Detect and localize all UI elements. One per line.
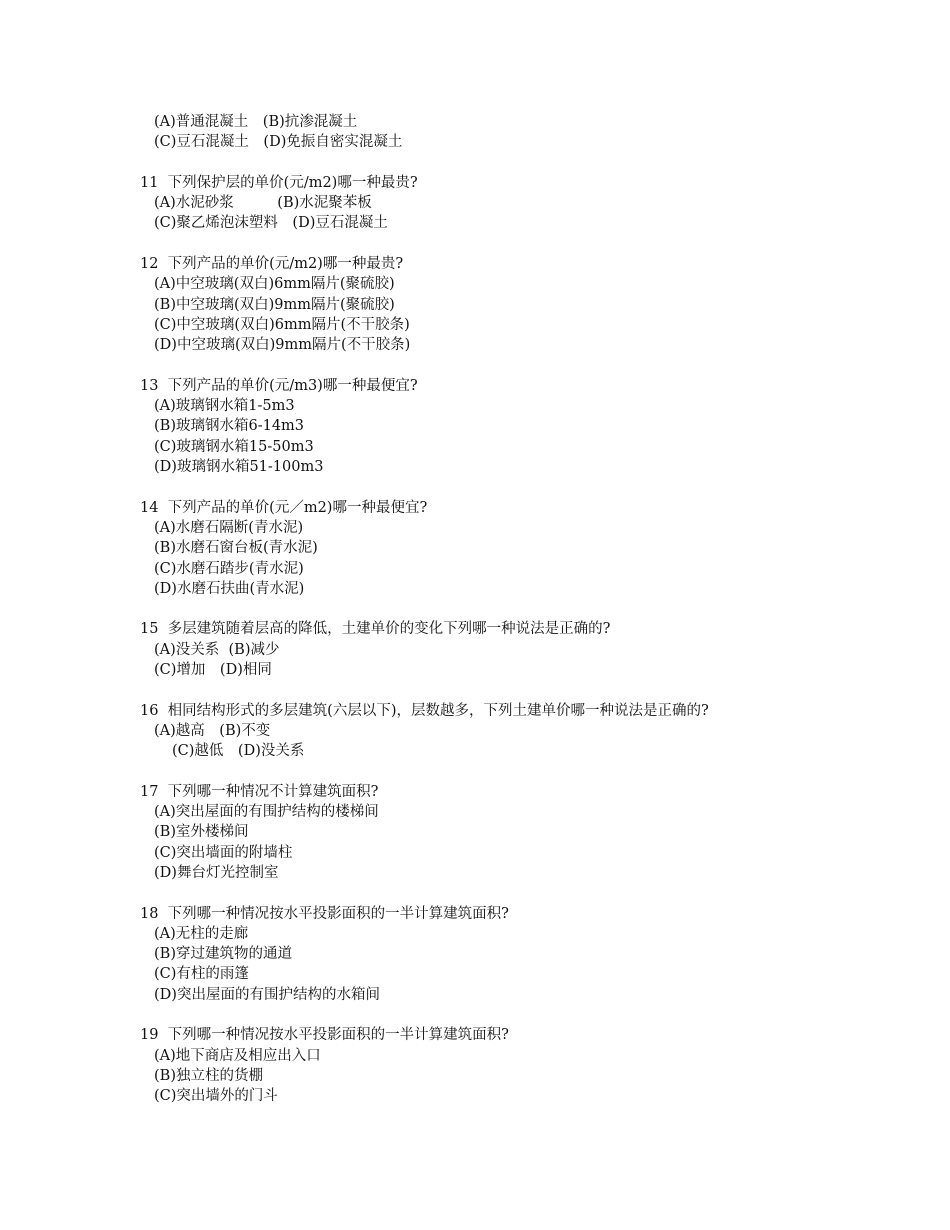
question-text: 17 下列哪一种情况不计算建筑面积? [140, 783, 379, 800]
option-line: (C)水磨石踏步(青水泥) [154, 560, 304, 577]
option-line: (A)突出屋面的有围护结构的楼梯间 [154, 804, 379, 821]
option-line: (C)突出墙面的附墙柱 [154, 844, 293, 861]
option-line: (A)玻璃钢水箱1-5m3 [154, 398, 295, 415]
option-line: (B)水磨石窗台板(青水泥) [154, 540, 318, 557]
option-line: (D)突出屋面的有围护结构的水箱间 [154, 986, 380, 1003]
question-list [140, 112, 920, 1107]
question-17 [140, 782, 920, 883]
question-text: 15 多层建筑随着层高的降低，土建单价的变化下列哪一种说法是正确的? [140, 621, 611, 638]
option-line: (B)穿过建筑物的通道 [154, 946, 292, 963]
option-line: (C)突出墙外的门斗 [154, 1088, 278, 1105]
option-line: (C)增加 (D)相同 [154, 662, 272, 679]
option-line: (C)聚乙烯泡沫塑料 (D)豆石混凝土 [154, 215, 388, 232]
option-line: (B)室外楼梯间 [154, 824, 249, 841]
question-text: 11 下列保护层的单价(元/m2)哪一种最贵? [140, 174, 418, 191]
question-13 [140, 376, 920, 477]
option-line: (D)中空玻璃(双白)9mm隔片(不干胶条) [154, 337, 411, 354]
option-line: (C)中空玻璃(双白)6mm隔片(不干胶条) [154, 316, 410, 333]
question-text: 18 下列哪一种情况按水平投影面积的一半计算建筑面积? [140, 905, 509, 922]
question-18 [140, 904, 920, 1005]
option-line: (C)越低 (D)没关系 [172, 743, 305, 760]
option-line: (A)水磨石隔断(青水泥) [154, 519, 304, 536]
question-16 [140, 701, 920, 762]
option-line: (A)地下商店及相应出入口 [154, 1047, 321, 1064]
question-14 [140, 498, 920, 599]
question-10-continuation [140, 112, 920, 153]
option-line: (A)越高 (B)不变 [154, 722, 271, 739]
option-line: (D)玻璃钢水箱51-100m3 [154, 459, 324, 476]
option-line: (C)有柱的雨篷 [154, 966, 249, 983]
option-line: (A)没关系 (B)减少 [154, 641, 280, 658]
question-text: 12 下列产品的单价(元/m2)哪一种最贵? [140, 256, 404, 273]
question-11 [140, 173, 920, 234]
option-line: (C)玻璃钢水箱15-50m3 [154, 438, 314, 455]
question-text: 14 下列产品的单价(元／m2)哪一种最便宜? [140, 499, 428, 516]
option-line: (A)水泥砂浆 (B)水泥聚苯板 [154, 195, 372, 212]
question-12 [140, 254, 920, 355]
option-line: (B)独立柱的货棚 [154, 1067, 263, 1084]
question-15 [140, 619, 920, 680]
question-19 [140, 1025, 920, 1106]
option-line: (B)玻璃钢水箱6-14m3 [154, 418, 305, 435]
option-line: (D)水磨石扶曲(青水泥) [154, 580, 305, 597]
option-line: (A)普通混凝土 (B)抗渗混凝土 [154, 114, 358, 130]
option-line: (D)舞台灯光控制室 [154, 864, 279, 881]
option-line: (A)中空玻璃(双白)6mm隔片(聚硫胶) [154, 276, 395, 293]
question-text: 19 下列哪一种情况按水平投影面积的一半计算建筑面积? [140, 1027, 509, 1044]
option-line: (A)无柱的走廊 [154, 925, 249, 942]
option-line: (B)中空玻璃(双白)9mm隔片(聚硫胶) [154, 296, 395, 313]
question-text: 16 相同结构形式的多层建筑(六层以下)，层数越多，下列土建单价哪一种说法是正确的? [140, 702, 709, 719]
question-text: 13 下列产品的单价(元/m3)哪一种最便宜? [140, 377, 418, 394]
option-line: (C)豆石混凝土 (D)免振自密实混凝土 [154, 134, 403, 151]
